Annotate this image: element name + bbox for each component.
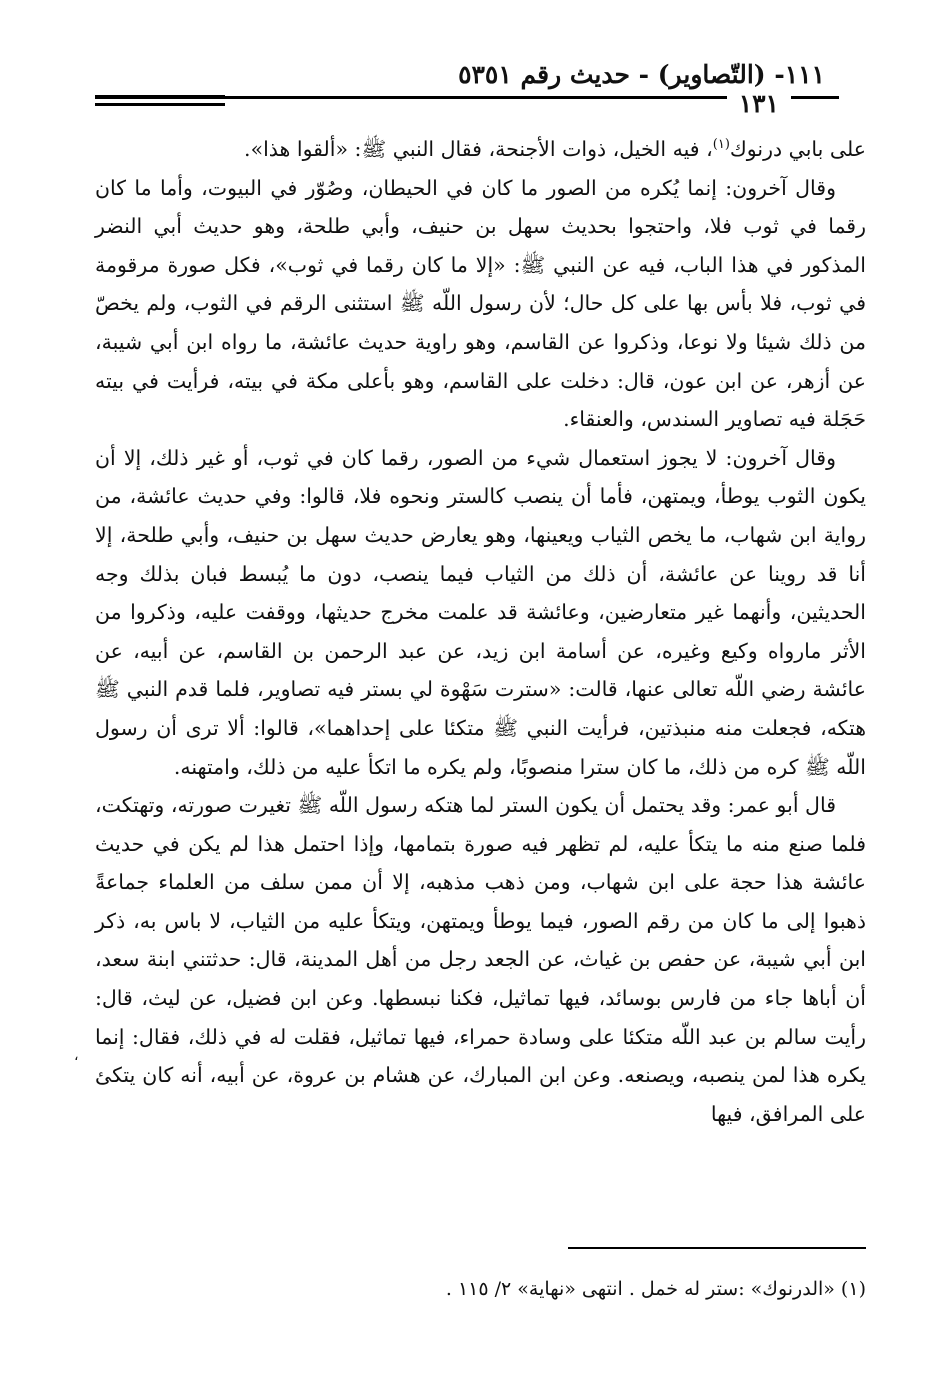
paragraph-1 (95, 130, 866, 169)
paragraph-1-start: على بابي درنوك (729, 137, 866, 161)
margin-mark: ، (74, 1048, 79, 1064)
header-double-rule-bottom (95, 103, 225, 106)
paragraph-1-end: ، فيه الخيل، ذوات الأجنحة، فقال النبي ﷺ: «ألقوا هذا». (244, 137, 713, 161)
paragraph-2: وقال آخرون: إنما يُكره من الصور ما كان في الحيطان، وصُوّر في البيوت، وأما ما كان رقما في ثوب فلا، واحتجوا بحديث سهل بن حنيف، وأبي طلحة، وهو حديث أبي النضر المذكور في هذا الباب، فيه عن النبي ﷺ: «إلا ما كان رقما في ثوب»، فكل صورة مرقومة في ثوب، فلا بأس بها على كل حال؛ لأن رسول اللّه ﷺ استثنى الرقم في الثوب، ولم يخصّ من ذلك شيئا ولا نوعا، وذكروا عن القاسم، وهو راوية حديث عائشة، ما رواه ابن أبي شيبة، عن أزهر، عن ابن عون، قال: دخلت على القاسم، وهو بأعلى مكة في بيته، فرأيت في بيته حَجَلة فيه تصاوير السندس، والعنقاء. (95, 175, 866, 432)
paragraph-3: وقال آخرون: لا يجوز استعمال شيء من الصور، رقما كان في ثوب، أو غير ذلك، إلا أن يكون الثوب يوطأ، ويمتهن، فأما أن ينصب كالستر ونحوه فلا، قالوا: وفي حديث عائشة، من رواية ابن شهاب، ما يخص الثياب ويعينها، وهو يعارض حديث سهل بن حنيف، وأبي طلحة، إلا أنا قد روينا عن عائشة، أن ذلك من الثياب فيما ينصب، دون ما يُبسط فبان بذلك وجه الحديثين، وأنهما غير متعارضين، وعائشة قد علمت مخرج حديثها، ووقفت عليه، وذكروا من الأثر مارواه وكيع وغيره، عن أسامة ابن زيد، عن عبد الرحمن بن القاسم، عن أبيه، عن عائشة رضي اللّه تعالى عنها، قالت: «سترت سَهْوة لي بستر فيه تصاوير، فلما قدم النبي ﷺ هتكه، فجعلت منه منبذتين، فرأيت النبي ﷺ متكئا على إحداهما»، قالوا: ألا ترى أن رسول اللّه ﷺ كره من ذلك، ما كان سترا منصوبًا، ولم يكره ما اتكأ عليه من ذلك، وامتهنه. (95, 445, 866, 779)
main-text (95, 130, 866, 1133)
footnote-reference[interactable]: (١) (712, 137, 730, 153)
section-title: ١١١- (التّصاوير) - حديث رقم ٥٣٥١ (458, 60, 825, 89)
page-header (95, 52, 839, 122)
header-double-rule-top (95, 95, 225, 98)
paragraph-4: قال أبو عمر: وقد يحتمل أن يكون الستر لما هتكه رسول اللّه ﷺ تغيرت صورته، وتهتكت، فلما صنع منه ما يتكأ عليه، لم تظهر فيه صورة بتمامها، وإذا احتمل هذا لم يكن في حديث عائشة هذا حجة على ابن شهاب، ومن ذهب مذهبه، إلا أن ممن سلف من العلماء جماعةً ذهبوا إلى ما كان من رقم الصور، فيما يوطأ ويمتهن، ويتكأ عليه من الثياب، لا باس به، ذكر ابن أبي شيبة، عن حفص بن غياث، عن الجعد رجل من أهل المدينة، قال: حدثتني ابنة سعد، أن أباها جاء من فارس بوسائد، فيها تماثيل، فكنا نبسطها. وعن ابن فضيل، عن ليث، قال: رأيت سالم بن عبد اللّه متكئا على وسادة حمراء، فيها تماثيل، فقلت له في ذلك، فقال: إنما يكره هذا لمن ينصبه، ويصنعه. وعن ابن المبارك، عن هشام بن عروة، عن أبيه، أنه كان يتكئ على المرافق، فيها (95, 793, 866, 1126)
footnote-divider (568, 1247, 866, 1249)
footnote: (١) «الدرنوك» :ستر له خمل . انتهى «نهاية» ٢/ ١١٥ . (445, 1278, 866, 1300)
page-number: ١٣١ (727, 89, 791, 118)
